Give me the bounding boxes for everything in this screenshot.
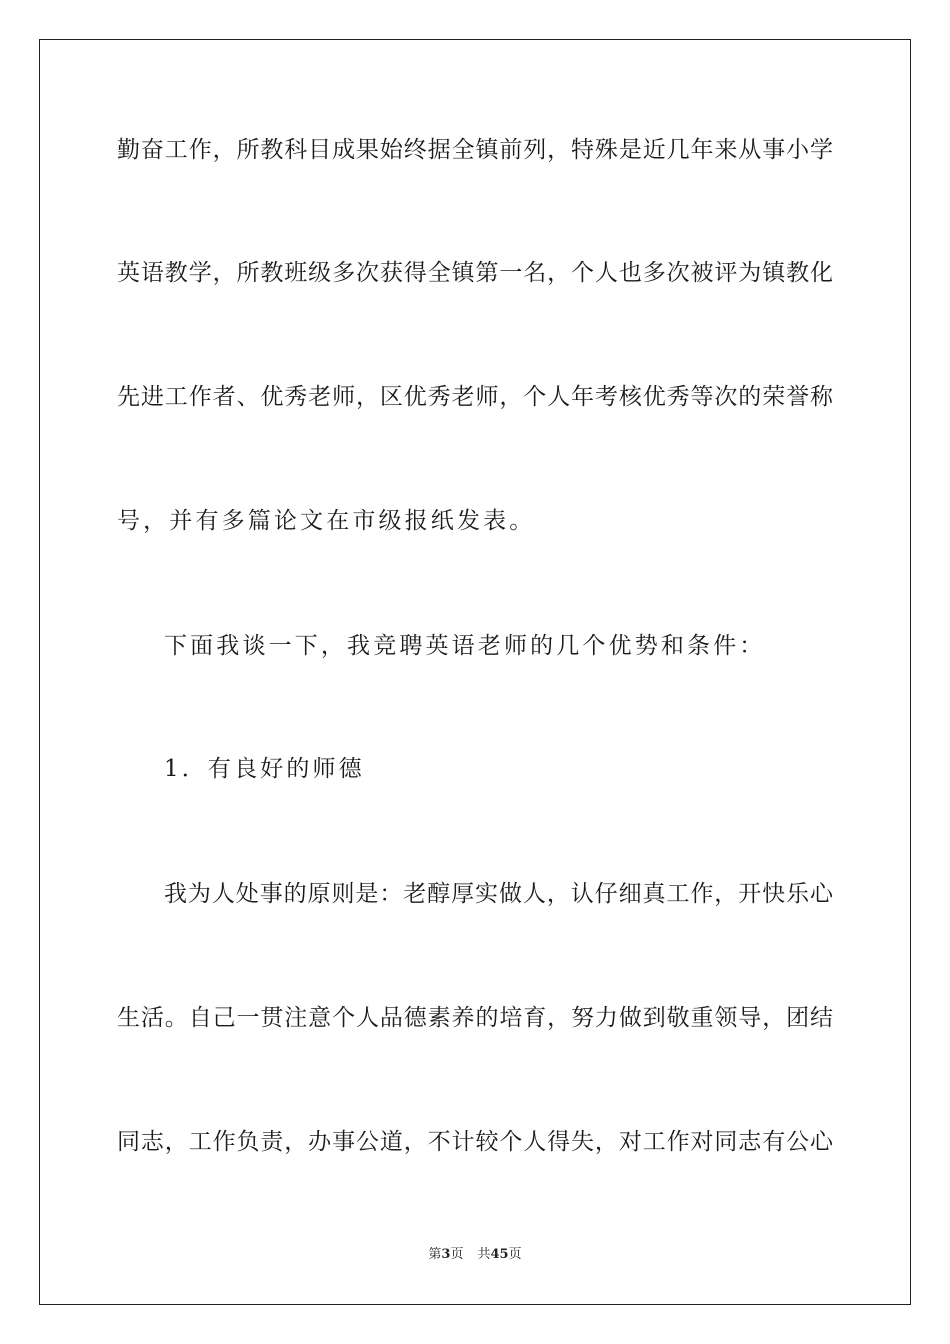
paragraph-line-3: 先进工作者、优秀老师，区优秀老师，个人年考核优秀等次的荣誉称 — [117, 384, 833, 410]
paragraph-line-5: 下面我谈一下，我竞聘英语老师的几个优势和条件： — [164, 633, 766, 659]
footer-total-suffix: 页 — [508, 1247, 522, 1262]
paragraph-line-1: 勤奋工作，所教科目成果始终据全镇前列，特殊是近几年来从事小学 — [117, 137, 833, 163]
footer-page-suffix: 页 — [450, 1247, 464, 1262]
section-heading-1: 1．有良好的师德 — [164, 756, 365, 782]
footer-total-prefix: 共 — [477, 1247, 491, 1262]
footer-page-number: 3 — [441, 1247, 451, 1262]
page-border — [39, 39, 911, 1305]
paragraph-line-8: 同志，工作负责，办事公道，不计较个人得失，对工作对同志有公心 — [117, 1129, 833, 1155]
paragraph-line-7: 生活。自己一贯注意个人品德素养的培育，努力做到敬重领导，团结 — [117, 1005, 833, 1031]
paragraph-line-6: 我为人处事的原则是：老醇厚实做人，认仔细真工作，开快乐心 — [164, 881, 833, 907]
paragraph-line-4: 号，并有多篇论文在市级报纸发表。 — [117, 508, 536, 534]
paragraph-line-2: 英语教学，所教班级多次获得全镇第一名，个人也多次被评为镇教化 — [117, 260, 833, 286]
footer-page-prefix: 第 — [428, 1247, 442, 1262]
page-footer — [0, 1245, 950, 1265]
footer-total-number: 45 — [490, 1247, 509, 1262]
